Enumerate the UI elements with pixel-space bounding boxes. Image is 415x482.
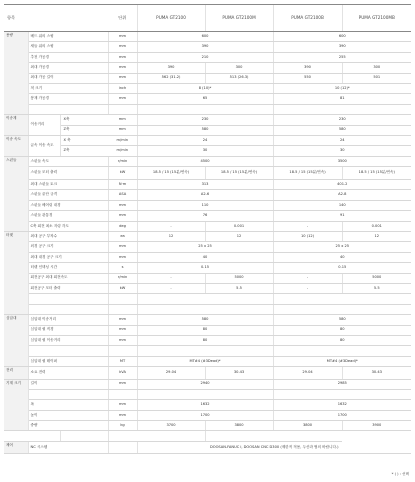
value-cell: A2-6 xyxy=(137,190,273,200)
unit-cell xyxy=(108,441,137,453)
spec-row xyxy=(4,83,411,93)
unit-cell: mm xyxy=(108,32,137,42)
spec-label: 최대 내경 공구 크기 xyxy=(28,252,108,262)
value-cell: 0.15 xyxy=(273,263,411,273)
value-cell: 10 (12) xyxy=(273,232,342,242)
value-cell: - xyxy=(273,283,342,293)
spec-row xyxy=(4,389,411,399)
axis-label: Z축 xyxy=(60,146,108,156)
value-cell: 390 xyxy=(273,63,342,73)
category-label: 심압대 xyxy=(4,315,28,367)
value-cell: 255 xyxy=(273,52,411,62)
value-cell: MT#4 (#3Dead)* xyxy=(273,356,411,366)
value-cell: 0.001 xyxy=(342,221,411,231)
spec-label xyxy=(28,294,108,304)
spec-label: 소요 전력 xyxy=(28,367,108,379)
spec-row xyxy=(4,104,411,114)
unit-cell: mm xyxy=(108,52,137,62)
spec-row xyxy=(4,379,411,389)
spec-label: 이송거리 xyxy=(28,115,60,136)
spec-row xyxy=(4,52,411,62)
spec-label: 심압대 퀼 테이퍼 xyxy=(28,356,108,366)
value-cell: A2-8 xyxy=(273,190,411,200)
value-cell: 600 xyxy=(273,32,411,42)
value-cell: 1700 xyxy=(273,410,411,420)
spec-row xyxy=(4,115,411,125)
category-label: 터렛 xyxy=(4,232,28,315)
value-cell xyxy=(273,346,411,356)
unit-cell: mm xyxy=(108,242,137,252)
spec-row xyxy=(4,146,411,156)
spec-row xyxy=(4,167,411,180)
spec-row xyxy=(4,283,411,293)
value-cell: 80 xyxy=(137,325,273,335)
spec-row xyxy=(4,263,411,273)
spec-row xyxy=(4,94,411,104)
unit-cell: mm xyxy=(108,125,137,135)
spec-row xyxy=(4,252,411,262)
value-cell: 91 xyxy=(273,211,411,221)
value-cell: 580 xyxy=(273,315,411,325)
value-cell: 550 xyxy=(273,73,342,83)
spec-row xyxy=(4,232,411,242)
spec-row xyxy=(4,135,411,145)
header-model-4: PUMA GT2100MB xyxy=(342,5,411,32)
value-cell xyxy=(137,294,273,304)
spec-row xyxy=(4,42,411,52)
unit-cell: m/min xyxy=(108,135,137,145)
spec-row xyxy=(4,315,411,325)
spec-row xyxy=(4,325,411,335)
spec-label: 높이 xyxy=(28,410,108,420)
value-cell: 76 xyxy=(137,211,273,221)
value-cell: 81 xyxy=(273,94,411,104)
spec-row xyxy=(4,335,411,345)
spec-row xyxy=(4,73,411,83)
value-cell: 401.2 xyxy=(273,180,411,190)
value-cell: 5.5 xyxy=(342,283,411,293)
spec-label: 심압대 퀼 이송거리 xyxy=(28,335,108,345)
spec-row xyxy=(4,242,411,252)
unit-cell: mm xyxy=(108,73,137,83)
spec-row xyxy=(4,304,411,314)
unit-cell: mm xyxy=(108,42,137,52)
value-cell: 4500 xyxy=(137,156,273,166)
axis-label: X 축 xyxy=(60,135,108,145)
spec-row xyxy=(4,180,411,190)
unit-cell: deg xyxy=(108,221,137,231)
unit-cell: mm xyxy=(108,211,137,221)
value-cell xyxy=(137,389,273,399)
footnote: * ( ) : 선택 xyxy=(391,472,409,476)
value-cell: 18.5 / 15 (15분/연속) xyxy=(205,167,273,180)
value-cell: 313 xyxy=(137,180,273,190)
value-cell: 513 (26.3) xyxy=(205,73,273,83)
unit-cell xyxy=(108,294,137,304)
value-cell: 18.5 / 15 (15분/연속) xyxy=(137,167,205,180)
axis-label: X축 xyxy=(60,115,108,125)
value-cell xyxy=(273,304,411,314)
spec-row xyxy=(4,356,411,366)
value-cell xyxy=(273,294,411,304)
spec-body xyxy=(4,32,411,454)
spec-label: 스핀들 베어링 내경 xyxy=(28,200,108,210)
spec-label: 추천 가공경 xyxy=(28,52,108,62)
spec-row xyxy=(4,221,411,231)
unit-cell xyxy=(108,389,137,399)
value-cell xyxy=(137,346,273,356)
unit-cell: r/min xyxy=(108,156,137,166)
spec-label: 스핀들 모터 출력 xyxy=(28,167,108,180)
unit-cell: s xyxy=(108,263,137,273)
value-cell: - xyxy=(273,221,342,231)
unit-cell: mm xyxy=(108,410,137,420)
value-cell: 390 xyxy=(273,42,411,52)
value-cell: 40 xyxy=(137,252,273,262)
value-cell: 80 xyxy=(137,335,273,345)
value-cell: - xyxy=(273,273,342,283)
value-cell xyxy=(137,104,273,114)
value-cell: 110 xyxy=(137,200,273,210)
value-cell: 25 x 25 xyxy=(273,242,411,252)
spec-label: 회전공구 모터 출력 xyxy=(28,283,108,293)
spec-label: 길이 xyxy=(28,379,108,389)
spec-label: C축 회전 최소 지령 각도 xyxy=(28,221,108,231)
value-cell: 390 xyxy=(137,42,273,52)
spec-row xyxy=(4,63,411,73)
spec-label: 최대 가공 길이 xyxy=(28,73,108,83)
spec-label xyxy=(4,431,60,441)
unit-cell: mm xyxy=(108,335,137,345)
unit-cell: r/min xyxy=(108,273,137,283)
value-cell: 2985 xyxy=(273,379,411,389)
spec-row xyxy=(4,421,411,431)
value-cell: 5.5 xyxy=(205,283,273,293)
value-cell: - xyxy=(137,283,205,293)
value-cell: 5000 xyxy=(342,273,411,283)
header-model-2: PUMA GT2100M xyxy=(205,5,273,32)
value-cell: 3900 xyxy=(342,421,411,431)
value-cell xyxy=(137,304,273,314)
value-cell: 501 xyxy=(342,73,411,83)
unit-cell: inch xyxy=(108,83,137,93)
value-cell: 3800 xyxy=(205,421,273,431)
spec-row xyxy=(4,190,411,200)
spec-label: 심압대 이송거리 xyxy=(28,315,108,325)
spec-row xyxy=(4,441,411,453)
value-cell: 230 xyxy=(137,115,273,125)
value-cell: 3700 xyxy=(137,421,205,431)
value-cell: 80 xyxy=(273,335,411,345)
spec-row xyxy=(4,273,411,283)
value-cell: 230 xyxy=(273,115,411,125)
unit-cell: m/min xyxy=(108,146,137,156)
category-label: 용량 xyxy=(4,32,28,115)
unit-cell: ea xyxy=(108,232,137,242)
value-cell: 30 xyxy=(137,146,273,156)
unit-cell: kW xyxy=(108,167,137,180)
spec-row xyxy=(4,200,411,210)
spec-label: 척 크기 xyxy=(28,83,108,93)
spec-label: 스핀들 관통경 xyxy=(28,211,108,221)
unit-cell: mm xyxy=(108,325,137,335)
value-cell: 1700 xyxy=(137,410,273,420)
unit-cell: kg xyxy=(108,421,137,431)
unit-cell xyxy=(108,346,137,356)
unit-cell: mm xyxy=(108,315,137,325)
value-cell: 600 xyxy=(137,32,273,42)
unit-cell: mm xyxy=(108,94,137,104)
unit-cell: mm xyxy=(108,400,137,410)
value-cell: MT#4 (#3Dead)* xyxy=(137,356,273,366)
header-model-1: PUMA GT2100 xyxy=(137,5,205,32)
spec-label: 봉재 가공경 xyxy=(28,94,108,104)
spec-label xyxy=(28,104,108,114)
value-cell: - xyxy=(137,221,205,231)
value-cell: 3500 xyxy=(273,156,411,166)
unit-cell: ASA xyxy=(108,190,137,200)
value-cell: 12 xyxy=(342,232,411,242)
unit-cell: mm xyxy=(108,63,137,73)
value-cell: 1632 xyxy=(273,400,411,410)
value-cell: 210 xyxy=(137,52,273,62)
spec-label: 터렛 인덱싱 시간 xyxy=(28,263,108,273)
spec-row xyxy=(4,211,411,221)
value-cell: - xyxy=(137,273,205,283)
value-cell: 18.5 / 15 (15분/연속) xyxy=(342,167,411,180)
spec-label: 급속 이송 속도 xyxy=(28,135,60,156)
category-label: 기계 크기 xyxy=(4,379,28,431)
spec-label: 최대 공구 부착수 xyxy=(28,232,108,242)
category-label: 스핀들 xyxy=(4,156,28,231)
unit-cell: mm xyxy=(108,115,137,125)
header-row xyxy=(4,5,411,32)
unit-cell xyxy=(108,304,137,314)
value-cell: 5000 xyxy=(205,273,273,283)
spec-label xyxy=(28,346,108,356)
value-cell xyxy=(273,389,411,399)
spec-row xyxy=(4,125,411,135)
value-cell: 30 xyxy=(273,146,411,156)
value-cell: 580 xyxy=(137,315,273,325)
unit-cell xyxy=(108,104,137,114)
unit-cell: N·m xyxy=(108,180,137,190)
spec-row xyxy=(4,32,411,42)
unit-cell: mm xyxy=(108,252,137,262)
value-cell: 24 xyxy=(273,135,411,145)
value-cell: 12 xyxy=(137,232,205,242)
spec-row xyxy=(4,346,411,356)
spec-label xyxy=(28,304,108,314)
axis-label: Z축 xyxy=(60,125,108,135)
category-label: 이송 속도 xyxy=(4,135,28,156)
value-cell: 390 xyxy=(137,63,205,73)
spec-label: 최대 스핀들 토크 xyxy=(28,180,108,190)
value-cell: 30.43 xyxy=(205,367,273,379)
value-cell xyxy=(273,104,411,114)
value-cell: 80 xyxy=(273,325,411,335)
spec-label: 스핀들 끝단 규격 xyxy=(28,190,108,200)
category-label: 제어 xyxy=(4,441,28,453)
value-cell: 8 (10)* xyxy=(137,83,273,93)
value-cell: 29.04 xyxy=(137,367,205,379)
header-unit: 단위 xyxy=(108,5,137,32)
spec-row xyxy=(4,367,411,379)
spec-label: 중량 xyxy=(28,421,108,431)
value-cell: DOOSAN-FANUC i, DOOSAN CNC D300 (제한적 적용, 두산과 협의 바랍니다.) xyxy=(137,441,411,453)
spec-label: NC 시스템 xyxy=(28,441,108,453)
value-cell xyxy=(108,431,205,441)
category-label: 이송계 xyxy=(4,115,28,136)
value-cell: 580 xyxy=(137,125,273,135)
spec-label: 스핀들 속도 xyxy=(28,156,108,166)
value-cell: 25 x 25 xyxy=(137,242,273,252)
unit-cell: MT xyxy=(108,356,137,366)
value-cell: 40 xyxy=(273,252,411,262)
value-cell xyxy=(205,431,342,441)
spec-label: 폭 xyxy=(28,400,108,410)
value-cell: 1632 xyxy=(137,400,273,410)
spec-table xyxy=(4,4,411,454)
value-cell: 10 (12)* xyxy=(273,83,411,93)
value-cell: 0.15 xyxy=(137,263,273,273)
value-cell: 300 xyxy=(205,63,273,73)
spec-label: 외경 공구 크기 xyxy=(28,242,108,252)
value-cell: 300 xyxy=(342,63,411,73)
spec-row xyxy=(4,400,411,410)
header-model-3: PUMA GT2100B xyxy=(273,5,342,32)
category-label: 전력 xyxy=(4,367,28,379)
value-cell: 30.43 xyxy=(342,367,411,379)
value-cell: 65 xyxy=(137,94,273,104)
unit-cell: mm xyxy=(108,379,137,389)
spec-row xyxy=(4,431,411,441)
value-cell: 562 (31.2) xyxy=(137,73,205,83)
value-cell: 29.04 xyxy=(273,367,342,379)
unit-cell: kVA xyxy=(108,367,137,379)
spec-label: 베드 위의 스윙 xyxy=(28,32,108,42)
value-cell: 2940 xyxy=(137,379,273,389)
spec-label: 심압대 퀼 직경 xyxy=(28,325,108,335)
spec-row xyxy=(4,294,411,304)
spec-row xyxy=(4,156,411,166)
value-cell: 3800 xyxy=(273,421,342,431)
spec-label xyxy=(28,389,108,399)
value-cell: 580 xyxy=(273,125,411,135)
unit-cell: mm xyxy=(108,200,137,210)
value-cell: 140 xyxy=(273,200,411,210)
unit-cell: kW xyxy=(108,283,137,293)
spec-row xyxy=(4,410,411,420)
unit-cell xyxy=(60,431,108,441)
spec-label: 새들 위의 스윙 xyxy=(28,42,108,52)
value-cell: 24 xyxy=(137,135,273,145)
spec-label: 회전공구 최대 회전속도 xyxy=(28,273,108,283)
header-item: 항목 xyxy=(4,5,108,32)
value-cell: 0.001 xyxy=(205,221,273,231)
spec-label: 최대 가공경 xyxy=(28,63,108,73)
value-cell: 18.5 / 15 (15분/연속) xyxy=(273,167,342,180)
value-cell: 12 xyxy=(205,232,273,242)
